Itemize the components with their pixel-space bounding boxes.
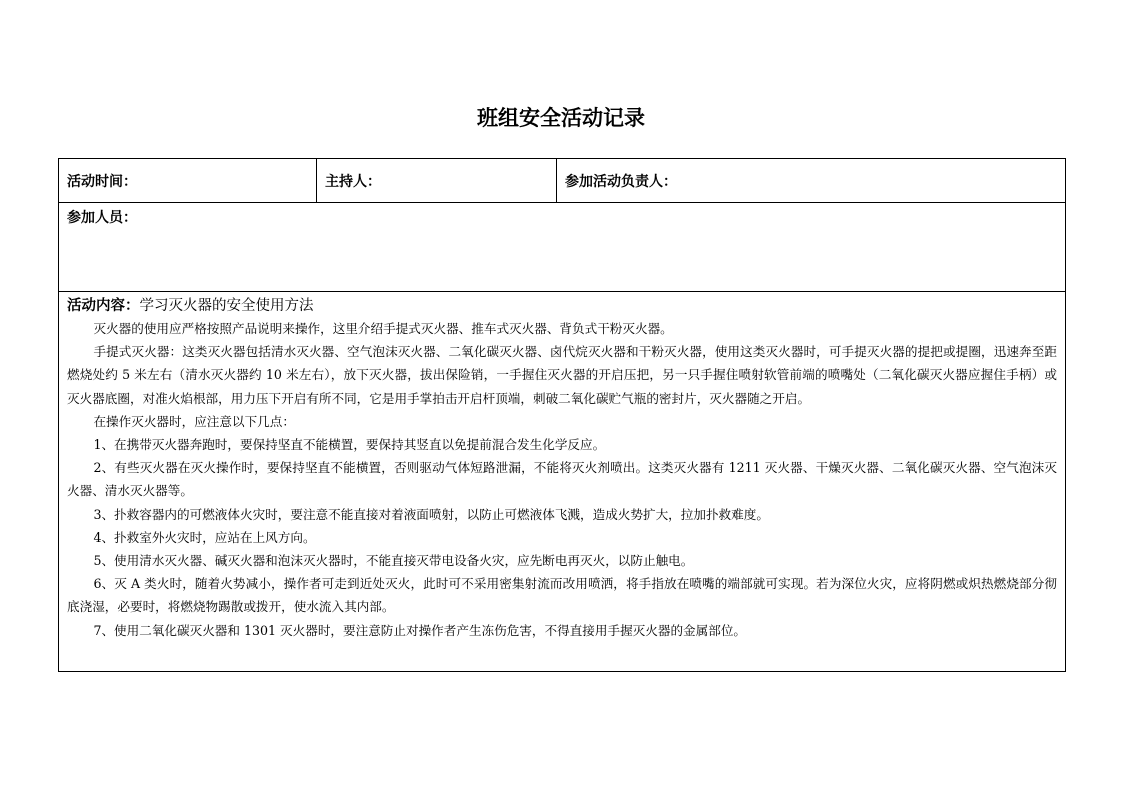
content-paragraph: 灭火器的使用应严格按照产品说明来操作，这里介绍手提式灭火器、推车式灭火器、背负式干粉灭火器。: [93, 321, 673, 336]
host-field[interactable]: 主持人：: [317, 159, 557, 203]
header-row: [59, 159, 1066, 203]
content-row: [59, 292, 1066, 672]
leader-field[interactable]: 参加活动负责人：: [557, 159, 1066, 203]
content-label: 活动内容：: [67, 298, 140, 314]
content-paragraph: 5、使用清水灭火器、碱灭火器和泡沫灭火器时，不能直接灭带电设备火灾，应先断电再灭火，以防止触电。: [93, 553, 694, 569]
content-paragraph: 在操作灭火器时，应注意以下几点：: [93, 413, 295, 429]
content-paragraph: 2、有些灭火器在灭火操作时，要保持坚直不能横置，否则驱动气体短路泄漏，不能将灭火剂喷出。这类灭火器有 1211 灭火器、干燥灭火器、二氧化碳灭火器、空气泡沫灭火器、清水灭火器等。: [67, 460, 1057, 499]
content-paragraph: 手提式灭火器：这类灭火器包括清水灭火器、空气泡沫灭火器、二氧化碳灭火器、卤代烷灭火器和干粉灭火器，使用这类灭火器时，可手提灭火器的提把或提圈，迅速奔至距燃烧处约 5 米左右（清水灭火器约 10 米左右），放下灭火器，拔出保险销，一手握住灭火器的开启压把，另一只手握住喷射软管前端的喷嘴处（二氧化碳灭火器应握住手柄）或灭火器底圈，对准火焰根部，用力压下开启有所不同，它是用手掌拍击开启杆顶端，刺破二氧化碳贮气瓶的密封片，灭火器随之开启。: [67, 344, 1057, 406]
content-paragraph: 7、使用二氧化碳灭火器和 1301 灭火器时，要注意防止对操作者产生冻伤危害，不得直接用手握灭火器的金属部位。: [93, 622, 747, 638]
page-title: 班组安全活动记录: [477, 106, 645, 130]
participants-field[interactable]: [59, 203, 1066, 292]
content-paragraph: 3、扑救容器内的可燃液体火灾时，要注意不能直接对着液面喷射，以防止可燃液体飞溅，造成火势扩大，拉加扑救难度。: [93, 506, 769, 522]
activity-record-table: [58, 158, 1066, 672]
participants-label: 参加人员：: [67, 210, 137, 226]
content-paragraph: 6、灭 A 类火时，随着火势减小，操作者可走到近处灭火，此时可不采用密集射流而改用喷洒，将手指放在喷嘴的端部就可实现。若为深位火灾，应将阴燃或炽热燃烧部分彻底浇湿，必要时，将燃烧物踢散或拨开，使水流入其内部。: [67, 576, 1057, 615]
participants-row: [59, 203, 1066, 292]
activity-time-field[interactable]: 活动时间：: [59, 159, 317, 203]
content-paragraph: 1、在携带灭火器奔跑时，要保持坚直不能横置，要保持其竖直以免提前混合发生化学反应。: [93, 437, 606, 453]
content-field[interactable]: [59, 292, 1066, 672]
content-topic: 学习灭火器的安全使用方法: [139, 298, 314, 314]
content-paragraph: 4、扑救室外火灾时，应站在上风方向。: [93, 529, 316, 545]
